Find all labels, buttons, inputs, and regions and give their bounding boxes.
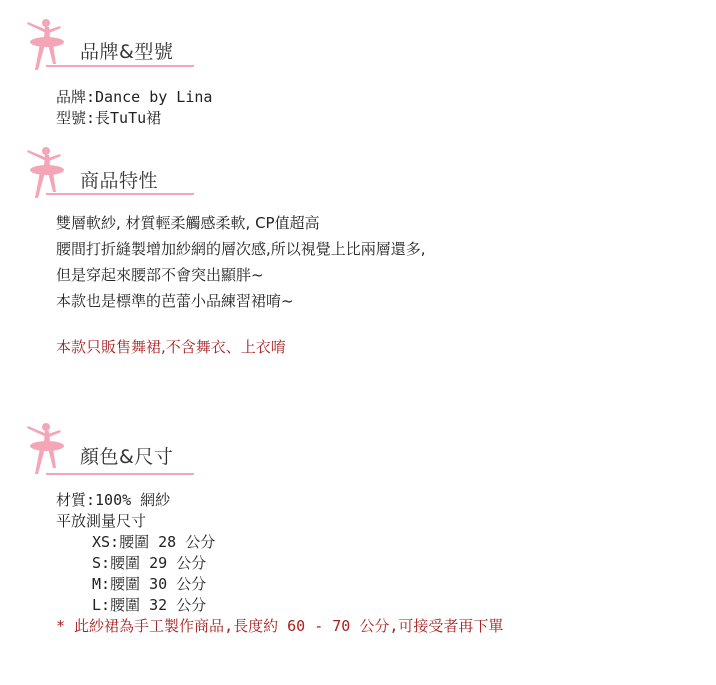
section-header-colorsize: [0, 418, 200, 478]
feature-line: 但是穿起來腰部不會突出顯胖~: [56, 266, 264, 284]
section-title: 品牌&型號: [80, 41, 174, 63]
notice-text: 本款只販售舞裙,不含舞衣、上衣唷: [56, 338, 286, 356]
section-header-features: [0, 142, 200, 202]
feature-line: 腰間打折縫製增加紗網的層次感,所以視覺上比兩層還多,: [56, 240, 426, 258]
header-underline: [46, 65, 194, 67]
section-title: 商品特性: [80, 170, 159, 192]
handmade-note: * 此紗裙為手工製作商品,長度約 60 - 70 公分,可接受者再下單: [56, 617, 504, 635]
size-row: M:腰圍 30 公分: [92, 575, 207, 593]
material-line: 材質:100% 網紗: [56, 491, 171, 509]
ballerina-icon: [16, 418, 72, 478]
size-row: L:腰圍 32 公分: [92, 596, 207, 614]
features-text: [56, 210, 426, 314]
section-title: 顏色&尺寸: [80, 446, 174, 468]
brand-info: [56, 87, 212, 129]
feature-line: 本款也是標準的芭蕾小品練習裙唷~: [56, 292, 294, 310]
header-underline: [46, 193, 194, 195]
measure-label: 平放測量尺寸: [56, 512, 147, 530]
size-row: S:腰圍 29 公分: [92, 554, 207, 572]
size-info: [56, 490, 503, 637]
model-line: 型號:長TuTu裙: [56, 109, 162, 127]
header-underline: [46, 473, 194, 475]
section-header-brand: [0, 14, 200, 74]
brand-line: 品牌:Dance by Lina: [56, 88, 213, 106]
size-row: XS:腰圍 28 公分: [92, 533, 216, 551]
feature-line: 雙層軟紗, 材質輕柔觸感柔軟, CP值超高: [56, 214, 320, 232]
